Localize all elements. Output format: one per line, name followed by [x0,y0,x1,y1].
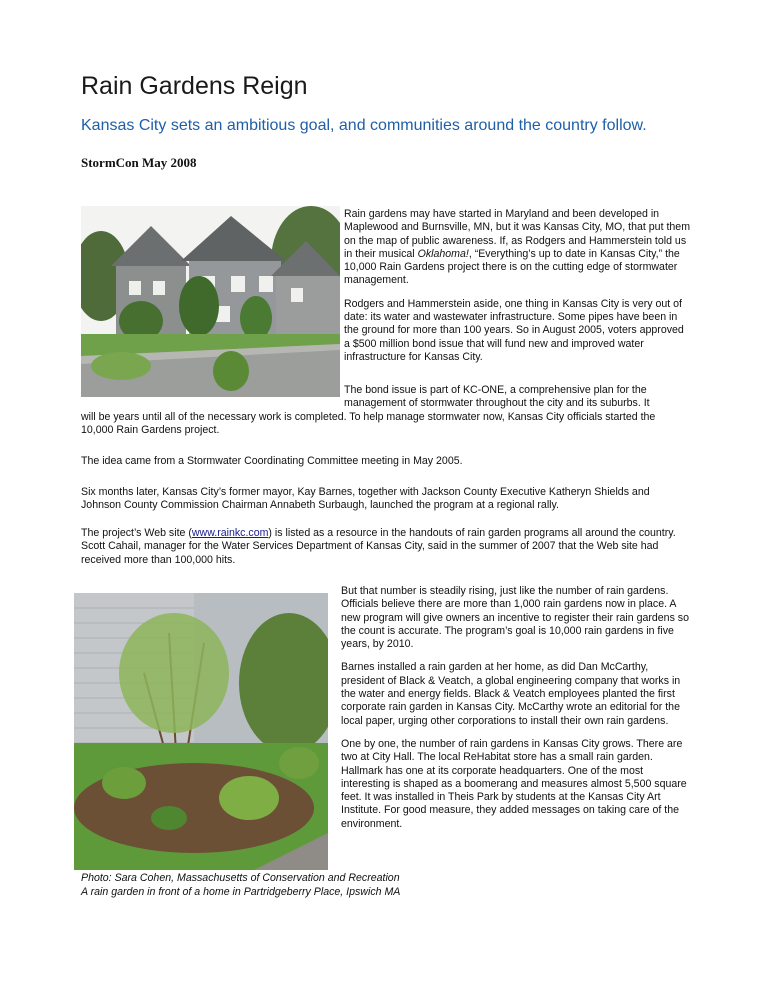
paragraph-1: Rain gardens may have started in Maryland and been developed in Maplewood and Burnsville, MN, but it was Kansas City, MO, that put them on the map of public awareness. If, as Rodgers and Hammerstein told us in their musical Oklahoma!, “Everything’s up to date in Kansas City,” the 10,000 Rain Gardens project there is on the cutting edge of stormwater management. [344,208,691,287]
rainkc-link[interactable]: www.rainkc.com [191,527,269,539]
paragraph-6: The project’s Web site (www.rainkc.com) is listed as a resource in the handouts of rain garden programs all around the country. Scott Cahail, manager for the Water Services Department of Kansas City, said in the summer of 2007 that the Web site had received more than 100,000 hits. [81,527,676,566]
paragraph-2: Rodgers and Hammerstein aside, one thing in Kansas City is very out of date: its water and wastewater infrastructure. Some pipes have been in the ground for more than 100 years. So in August 2005, voters approved a $500 million bond issue that will fund new and improved water infrastructure for Kansas City. [344,297,684,363]
paragraph-4: The idea came from a Stormwater Coordinating Committee meeting in May 2005. [81,455,463,467]
article-title: Rain Gardens Reign [81,72,308,100]
photo-caption [81,872,501,899]
article-subtitle: Kansas City sets an ambitious goal, and communities around the country follow. [81,117,647,134]
paragraph-3-line-2: management of stormwater throughout the city and its suburbs. It [344,397,650,409]
paragraph-3-line-1: The bond issue is part of KC-ONE, a comprehensive plan for the [344,384,647,396]
paragraph-3-line-3: will be years until all of the necessary work is completed. To help manage stormwater now, Kansas City officials started the 10,000 Rain Gardens project. [81,411,656,437]
paragraph-7: But that number is steadily rising, just like the number of rain gardens. Officials believe there are more than 1,000 rain gardens now in place. A new program will give owners an incentive to register their rain gardens so the count is accurate. The program’s goal is 10,000 rain gardens in five years, by 2010. [341,585,689,651]
caption-credit: Photo: Sara Cohen, Massachusetts of Conservation and Recreation [81,872,400,884]
rain-garden-photo [74,593,328,870]
paragraph-8: Barnes installed a rain garden at her home, as did Dan McCarthy, president of Black & Veatch, a global engineering company that works in the water and energy fields. Black & Veatch employees planted the first corporate rain garden in Kansas City. McCarthy wrote an editorial for the local paper, urging other corporations to install their own rain gardens. [341,661,681,727]
byline: StormCon May 2008 [81,155,197,170]
paragraph-5: Six months later, Kansas City’s former mayor, Kay Barnes, together with Jackson County Executive Katheryn Shields and Johnson County Commission Chairman Annabeth Surbaugh, launched the program at a regional rally. [81,486,650,512]
houses-photo [81,206,340,397]
caption-description: A rain garden in front of a home in Partridgeberry Place, Ipswich MA [81,885,401,898]
paragraph-9: One by one, the number of rain gardens in Kansas City grows. There are two at City Hall. The local ReHabitat store has a small rain garden. Hallmark has one at its corporate headquarters. One of the most interesting is shaped as a boomerang and measures almost 5,500 square feet. It was installed in Theis Park by students at the Kansas City Art Institute. For good measure, they added messages on taking care of the environment. [341,737,687,830]
